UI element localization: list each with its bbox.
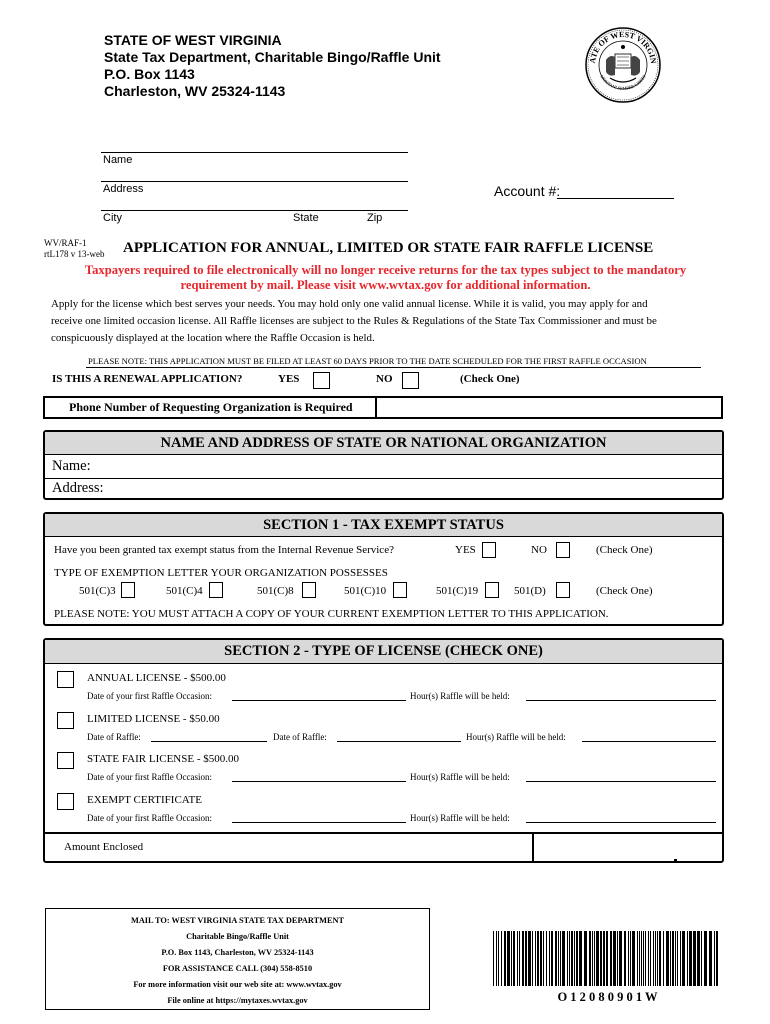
annual-hours-label: Hour(s) Raffle will be held: xyxy=(410,691,510,701)
notice-line-2: requirement by mail. Please visit www.wvtax.gov for additional information. xyxy=(180,278,591,292)
svg-text:MONTANI SEMPER LIBERI: MONTANI SEMPER LIBERI xyxy=(599,74,647,91)
mail-to-line-5: For more information visit our web site at: www.wvtax.gov xyxy=(133,980,342,989)
section1-title: SECTION 1 - TAX EXEMPT STATUS xyxy=(45,514,722,537)
tax-exempt-no-label: NO xyxy=(531,544,547,556)
notice-line-1: Taxpayers required to file electronically will no longer receive returns for the tax types subject to the mandatory xyxy=(84,263,687,277)
electronic-filing-notice xyxy=(52,263,719,293)
barcode-icon xyxy=(493,931,722,986)
organization-title: NAME AND ADDRESS OF STATE OR NATIONAL ORGANIZATION xyxy=(45,432,722,455)
account-label: Account #: xyxy=(494,183,561,199)
limited-hours-label: Hour(s) Raffle will be held: xyxy=(466,732,566,742)
section2-panel xyxy=(43,638,724,863)
tax-exempt-no-checkbox[interactable] xyxy=(556,542,570,558)
exemption-type-label: TYPE OF EXEMPTION LETTER YOUR ORGANIZATION POSSESSES xyxy=(54,567,388,579)
org-row-divider xyxy=(45,478,722,479)
form-title: APPLICATION FOR ANNUAL, LIMITED OR STATE FAIR RAFFLE LICENSE xyxy=(123,240,654,256)
header-line-1: STATE OF WEST VIRGINIA xyxy=(104,32,282,48)
exempt-first-date-label: Date of your first Raffle Occasion: xyxy=(87,813,213,823)
renewal-no-label: NO xyxy=(376,373,393,385)
mail-to-line-4: FOR ASSISTANCE CALL (304) 558-8510 xyxy=(162,964,313,973)
city-state-zip-line[interactable] xyxy=(101,210,408,211)
tax-exempt-yes-label: YES xyxy=(455,544,476,556)
annual-license-label: ANNUAL LICENSE - $500.00 xyxy=(87,672,226,684)
phone-divider xyxy=(375,398,377,417)
limited-license-label: LIMITED LICENSE - $50.00 xyxy=(87,713,220,725)
option-501c10-checkbox[interactable] xyxy=(393,582,407,598)
option-501c4-label: 501(C)4 xyxy=(166,585,203,597)
org-name-label: Name: xyxy=(52,458,91,474)
renewal-yes-label: YES xyxy=(278,373,300,385)
state-fair-hours-field[interactable] xyxy=(526,781,716,782)
exemption-check-one: (Check One) xyxy=(596,585,653,597)
name-line[interactable] xyxy=(101,152,408,153)
form-version: rtL178 v 13-web xyxy=(44,249,105,259)
option-501c3-checkbox[interactable] xyxy=(121,582,135,598)
annual-first-date-field[interactable] xyxy=(232,700,406,701)
option-501c19-label: 501(C)19 xyxy=(436,585,479,597)
phone-label: Phone Number of Requesting Organization is Required xyxy=(69,400,353,414)
intro-paragraph xyxy=(51,296,657,347)
city-label: City xyxy=(103,212,122,224)
state-seal-icon xyxy=(584,26,662,104)
option-501c8-label: 501(C)8 xyxy=(257,585,294,597)
intro-line-3: conspicuously displayed at the location where the Raffle Occasion is held. xyxy=(51,332,375,344)
amount-row-divider xyxy=(45,832,722,834)
amount-field-divider xyxy=(532,832,534,861)
form-code: WV/RAF-1 xyxy=(44,238,87,248)
option-501c19-checkbox[interactable] xyxy=(485,582,499,598)
limited-license-checkbox[interactable] xyxy=(57,712,74,729)
limited-date-label-2: Date of Raffle: xyxy=(273,732,327,742)
renewal-question: IS THIS A RENEWAL APPLICATION? xyxy=(52,373,243,385)
limited-date-field-1[interactable] xyxy=(151,741,267,742)
phone-row xyxy=(43,396,723,419)
option-501c3-label: 501(C)3 xyxy=(79,585,116,597)
header-line-2: State Tax Department, Charitable Bingo/Raffle Unit xyxy=(104,49,441,65)
barcode-text: O 1 2 0 8 0 9 0 1 W xyxy=(557,990,658,1004)
account-number-field[interactable] xyxy=(557,198,674,199)
mail-to-line-3: P.O. Box 1143, Charleston, WV 25324-1143 xyxy=(161,948,314,957)
name-label: Name xyxy=(103,154,133,166)
mail-to-line-2: Charitable Bingo/Raffle Unit xyxy=(186,932,289,941)
state-fair-hours-label: Hour(s) Raffle will be held: xyxy=(410,772,510,782)
state-fair-first-date-field[interactable] xyxy=(232,781,406,782)
section2-title: SECTION 2 - TYPE OF LICENSE (CHECK ONE) xyxy=(45,640,722,664)
mail-to-line-6: File online at https://mytaxes.wvtax.gov xyxy=(167,996,308,1005)
option-501d-label: 501(D) xyxy=(514,585,546,597)
option-501c8-checkbox[interactable] xyxy=(302,582,316,598)
phone-input[interactable] xyxy=(385,400,715,416)
tax-exempt-check-one: (Check One) xyxy=(596,544,653,556)
limited-date-field-2[interactable] xyxy=(337,741,461,742)
renewal-yes-checkbox[interactable] xyxy=(313,372,330,389)
tax-exempt-question: Have you been granted tax exempt status from the Internal Revenue Service? xyxy=(54,544,394,556)
limited-date-label-1: Date of Raffle: xyxy=(87,732,141,742)
tax-exempt-yes-checkbox[interactable] xyxy=(482,542,496,558)
deadline-underline xyxy=(86,367,701,368)
filing-deadline-note: PLEASE NOTE: THIS APPLICATION MUST BE FILED AT LEAST 60 DAYS PRIOR TO THE DATE SCHEDULED FOR THE FIRST RAFFLE OCCASION xyxy=(88,356,647,366)
header-line-3: P.O. Box 1143 xyxy=(104,66,195,82)
decimal-point xyxy=(674,859,677,862)
state-label: State xyxy=(293,212,319,224)
form-code-block xyxy=(44,238,105,260)
mail-to-text xyxy=(46,913,429,1009)
org-address-label: Address: xyxy=(52,480,104,496)
exempt-hours-label: Hour(s) Raffle will be held: xyxy=(410,813,510,823)
annual-license-checkbox[interactable] xyxy=(57,671,74,688)
zip-label: Zip xyxy=(367,212,383,224)
renewal-check-one: (Check One) xyxy=(460,373,520,385)
exempt-first-date-field[interactable] xyxy=(232,822,406,823)
amount-enclosed-label: Amount Enclosed xyxy=(64,841,144,853)
state-fair-license-checkbox[interactable] xyxy=(57,752,74,769)
section1-panel xyxy=(43,512,724,626)
exempt-certificate-checkbox[interactable] xyxy=(57,793,74,810)
amount-enclosed-input[interactable] xyxy=(540,838,710,858)
state-fair-first-date-label: Date of your first Raffle Occasion: xyxy=(87,772,213,782)
agency-header xyxy=(104,32,441,100)
annual-first-date-label: Date of your first Raffle Occasion: xyxy=(87,691,213,701)
address-line[interactable] xyxy=(101,181,408,182)
state-fair-license-label: STATE FAIR LICENSE - $500.00 xyxy=(87,753,239,765)
mail-to-line-1: MAIL TO: WEST VIRGINIA STATE TAX DEPARTMENT xyxy=(130,916,345,925)
header-line-4: Charleston, WV 25324-1143 xyxy=(104,83,286,99)
svg-text:STATE OF WEST VIRGINIA: ATE OF WEST VIRGIN xyxy=(587,29,659,65)
address-label: Address xyxy=(103,183,144,195)
annual-hours-field[interactable] xyxy=(526,700,716,701)
renewal-no-checkbox[interactable] xyxy=(402,372,419,389)
exempt-certificate-label: EXEMPT CERTIFICATE xyxy=(87,794,202,806)
exemption-letter-note: PLEASE NOTE: YOU MUST ATTACH A COPY OF YOUR CURRENT EXEMPTION LETTER TO THIS APPLICATION. xyxy=(54,608,609,620)
option-501d-checkbox[interactable] xyxy=(556,582,570,598)
option-501c4-checkbox[interactable] xyxy=(209,582,223,598)
intro-line-2: receive one limited occasion license. All Raffle licenses are subject to the Rules & Regulations of the State Tax Commissioner and must be xyxy=(51,315,657,327)
limited-hours-field[interactable] xyxy=(582,741,716,742)
organization-panel xyxy=(43,430,724,500)
exempt-hours-field[interactable] xyxy=(526,822,716,823)
mail-to-box xyxy=(45,908,430,1010)
intro-line-1: Apply for the license which best serves your needs. You may hold only one valid annual license. While it is valid, you may apply for and xyxy=(51,298,648,310)
option-501c10-label: 501(C)10 xyxy=(344,585,387,597)
